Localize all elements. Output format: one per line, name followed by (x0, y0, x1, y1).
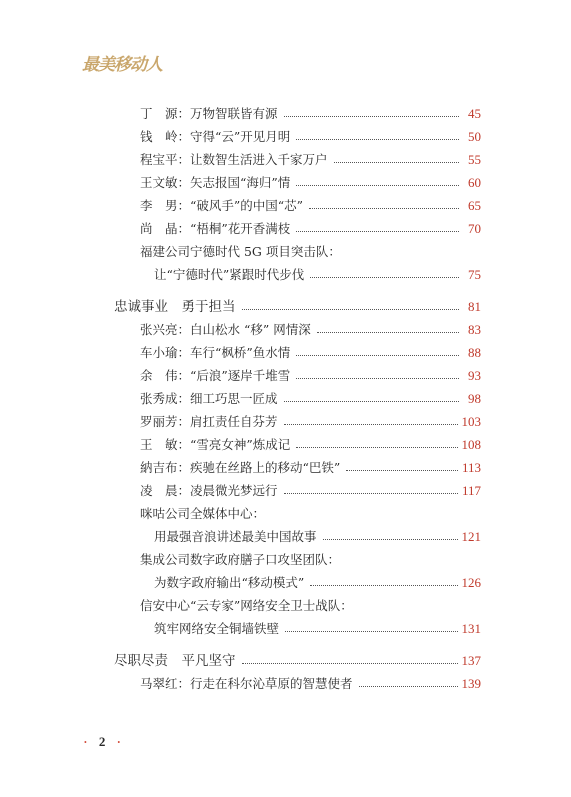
toc-page-number: 83 (468, 322, 481, 337)
toc-entry-title: 张兴亮：白山松水 “移” 网情深 (140, 322, 311, 337)
toc-leader-dots (317, 332, 459, 333)
toc-page-number: 45 (468, 106, 481, 121)
toc-leader-dots (296, 447, 457, 448)
toc-leader-dots (310, 277, 459, 278)
toc-entry[interactable] (140, 196, 481, 216)
toc-entry[interactable] (140, 674, 481, 694)
toc-entry-title: 丁 源：万物智联皆有源 (140, 106, 278, 121)
toc-page-number: 137 (461, 653, 481, 668)
toc-leader-dots (334, 162, 459, 163)
toc-entry-title: 福建公司宁德时代 5G 项目突击队： (140, 244, 341, 259)
page-number: 2 (98, 734, 106, 749)
toc-entry[interactable] (154, 527, 481, 547)
toc-entry[interactable] (140, 458, 481, 478)
toc-page-number: 75 (468, 267, 481, 282)
toc-leader-dots (296, 355, 459, 356)
toc-entry-title: 李 男：“破风手”的中国“芯” (140, 198, 304, 213)
toc-leader-dots (284, 116, 459, 117)
header-logo: 最美移动人 (82, 55, 162, 75)
toc-entry-title: 钱 岭：守得“云”开见月明 (140, 129, 291, 144)
toc-section[interactable] (114, 297, 481, 317)
toc-leader-dots (242, 663, 458, 664)
toc-entry[interactable] (140, 219, 481, 239)
toc-leader-dots (346, 470, 458, 471)
footer-bullet-right: • (117, 737, 121, 747)
toc-entry-title: 车小瑜：车行“枫桥”鱼水情 (140, 345, 291, 360)
toc-page-number: 121 (461, 529, 481, 544)
toc-entry-title: 为数字政府输出“移动模式” (154, 575, 305, 590)
toc-section[interactable] (114, 651, 481, 671)
toc-entry-title: 马翠红：行走在科尔沁草原的智慧使者 (140, 676, 353, 691)
toc-entry-title: 集成公司数字政府膳子口攻坚团队： (140, 552, 341, 567)
toc-entry-title: 王 敏：“雪亮女神”炼成记 (140, 437, 291, 452)
toc-leader-dots (359, 686, 458, 687)
toc-entry[interactable] (140, 481, 481, 501)
toc-page-number: 81 (468, 299, 481, 314)
toc-group-heading (140, 504, 481, 524)
toc-leader-dots (284, 401, 459, 402)
toc-entry-title: 尚 晶：“梧桐”花开香满枝 (140, 221, 291, 236)
toc-leader-dots (242, 309, 460, 310)
toc-page-number: 93 (468, 368, 481, 383)
toc-entry[interactable] (140, 320, 481, 340)
toc-entry-title: 筑牢网络安全铜墙铁壁 (154, 621, 280, 636)
toc-leader-dots (284, 493, 458, 494)
toc-entry-title: 余 伟：“后浪”逐岸千堆雪 (140, 368, 291, 383)
toc-page-number: 117 (461, 483, 481, 498)
footer-bullet-left: • (84, 737, 87, 747)
toc-entry[interactable] (154, 573, 481, 593)
toc-page-number: 131 (461, 621, 481, 636)
toc-page-number: 88 (468, 345, 481, 360)
toc-page-number: 108 (461, 437, 481, 452)
toc-entry[interactable] (140, 389, 481, 409)
toc-entry[interactable] (154, 619, 481, 639)
toc-entry-title: 納吉布：疾驰在丝路上的移动“巴铁” (140, 460, 341, 475)
toc-entry-title: 用最强音浪讲述最美中国故事 (154, 529, 317, 544)
toc-page-number: 103 (461, 414, 481, 429)
toc-section-title: 尽职尽责 平凡坚守 (114, 653, 236, 669)
toc-leader-dots (309, 208, 459, 209)
page-footer (84, 734, 120, 750)
toc-entry-title: 王文敏：矢志报国“海归”情 (140, 175, 291, 190)
toc-entry-title: 咪咕公司全媒体中心： (140, 506, 266, 521)
toc-leader-dots (284, 424, 458, 425)
toc-entry-title: 张秀成：细工巧思一匠成 (140, 391, 278, 406)
toc-group-heading (140, 242, 481, 262)
toc-group-heading (140, 550, 481, 570)
toc-entry-title: 信安中心“云专家”网络安全卫士战队： (140, 598, 353, 613)
toc-leader-dots (296, 378, 459, 379)
toc-page-number: 65 (468, 198, 481, 213)
toc-page-number: 55 (468, 152, 481, 167)
toc-page-number: 139 (461, 676, 481, 691)
toc-page-number: 60 (468, 175, 481, 190)
toc-page-number: 50 (468, 129, 481, 144)
toc-entry[interactable] (154, 265, 481, 285)
toc-leader-dots (296, 185, 459, 186)
toc-entry[interactable] (140, 104, 481, 124)
toc-entry[interactable] (140, 173, 481, 193)
toc-leader-dots (296, 139, 459, 140)
toc-page-number: 113 (461, 460, 481, 475)
toc-page-number: 98 (468, 391, 481, 406)
toc-group-heading (140, 596, 481, 616)
toc-leader-dots (323, 539, 458, 540)
toc-entry-title: 程宝平：让数智生活进入千家万户 (140, 152, 328, 167)
toc-entry-title: 让“宁德时代”紧跟时代步伐 (154, 267, 305, 282)
toc-page-number: 126 (461, 575, 481, 590)
toc-leader-dots (310, 585, 457, 586)
toc-entry[interactable] (140, 412, 481, 432)
toc-entry-title: 凌 晨：凌晨微光梦远行 (140, 483, 278, 498)
toc-leader-dots (285, 631, 457, 632)
toc-section-title: 忠诚事业 勇于担当 (114, 299, 236, 315)
toc-entry[interactable] (140, 127, 481, 147)
toc-entry[interactable] (140, 366, 481, 386)
toc-entry[interactable] (140, 150, 481, 170)
toc-leader-dots (296, 231, 459, 232)
toc-entry[interactable] (140, 343, 481, 363)
toc-entry[interactable] (140, 435, 481, 455)
toc-entry-title: 罗丽芳：肩扛责任自芬芳 (140, 414, 278, 429)
toc-page-number: 70 (468, 221, 481, 236)
